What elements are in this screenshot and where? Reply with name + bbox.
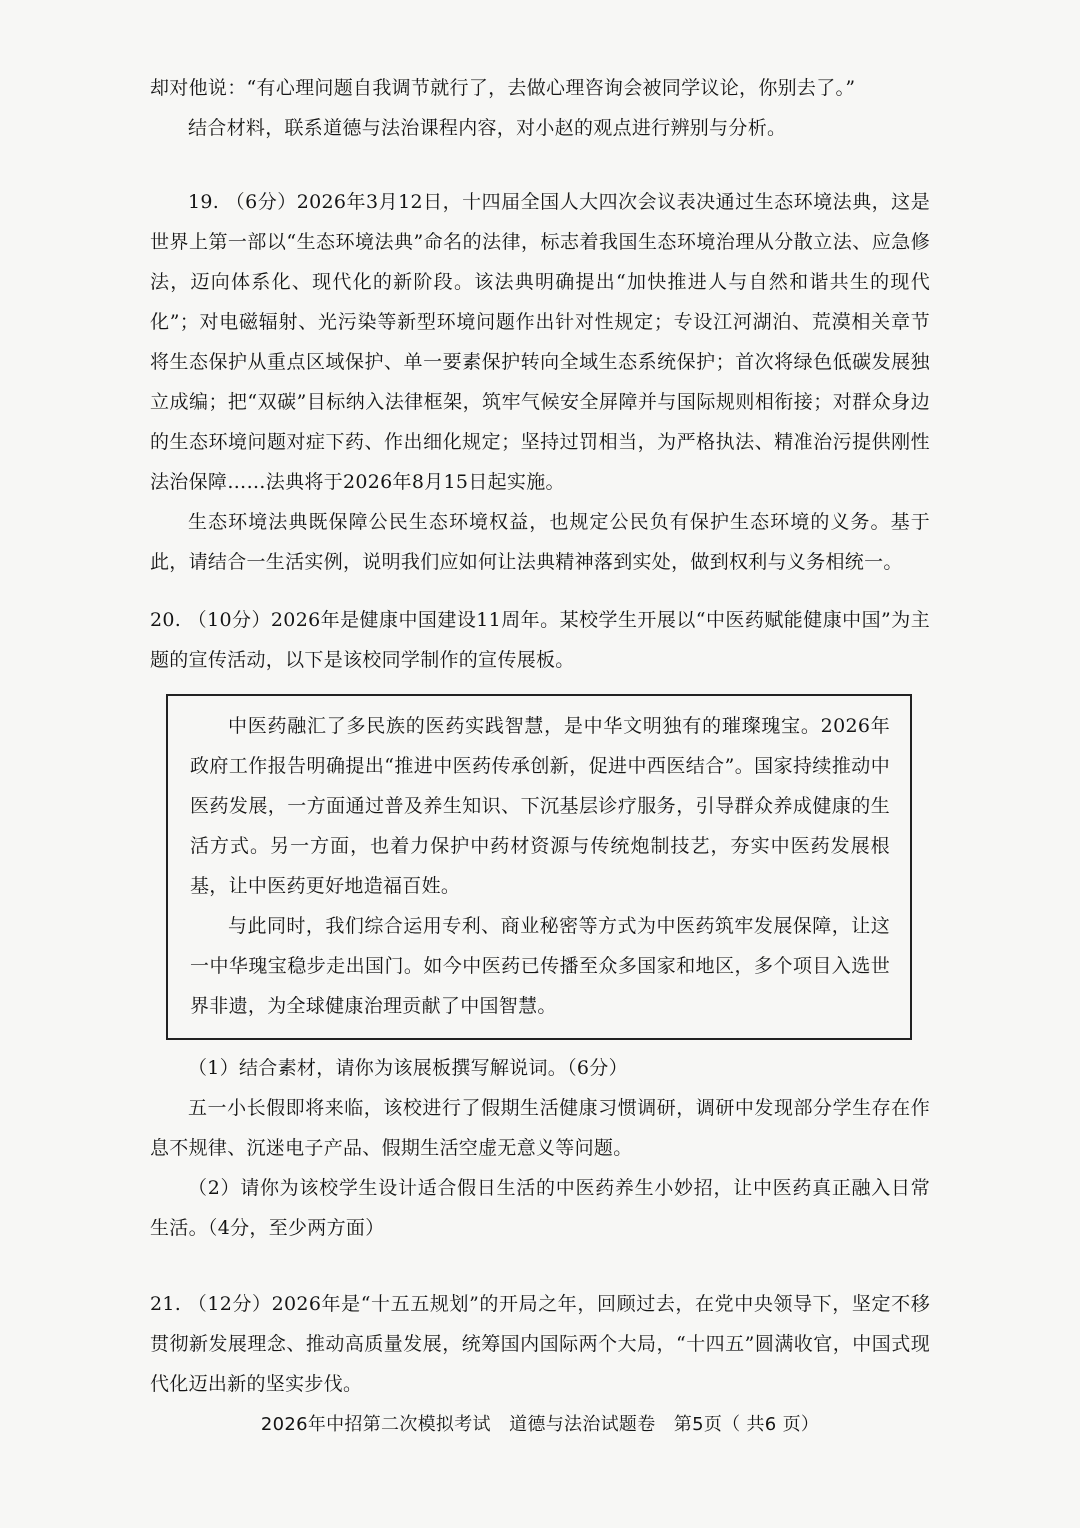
q21-stem: 21. （12分）2026年是“十五五规划”的开局之年，回顾过去，在党中央领导下，坚定不移贯彻新发展理念、推动高质量发展，统筹国内国际两个大局，“十四五”圆满收官，中国式现代化迈出新的坚实步伐。 xyxy=(150,1293,930,1395)
q19-stem: 19. （6分）2026年3月12日，十四届全国人大四次会议表决通过生态环境法典，这是世界上第一部以“生态环境法典”命名的法律，标志着我国生态环境治理从分散立法、应急修法，迈向体系化、现代化的新阶段。该法典明确提出“加快推进人与自然和谐共生的现代化”；对电磁辐射、光污染等新型环境问题作出针对性规定；专设江河湖泊、荒漠相关章节将生态保护从重点区域保护、单一要素保护转向全域生态系统保护；首次将绿色低碳发展独立成编；把“双碳”目标纳入法律框架，筑牢气候安全屏障并与国际规则相衔接；对群众身边的生态环境问题对症下药、作出细化规定；坚持过罚相当，为严格执法、精准治污提供刚性法治保障……法典将于2026年8月15日起实施。 xyxy=(150,191,930,493)
q20-context: 五一小长假即将来临，该校进行了假期生活健康习惯调研，调研中发现部分学生存在作息不规律、沉迷电子产品、假期生活空虚无意义等问题。 xyxy=(150,1097,930,1159)
q20-subquestion-1: （1）结合素材，请你为该展板撰写解说词。（6分） xyxy=(188,1057,628,1079)
display-board xyxy=(166,694,912,1040)
question-21 xyxy=(150,1284,930,1404)
question-19 xyxy=(150,182,930,582)
q20-subquestion-2: （2）请你为该校学生设计适合假日生活的中医药养生小妙招，让中医药真正融入日常生活。（4分，至少两方面） xyxy=(150,1177,930,1239)
q18-task: 结合材料，联系道德与法治课程内容，对小赵的观点进行辨别与分析。 xyxy=(188,117,787,139)
q19-task: 生态环境法典既保障公民生态环境权益，也规定公民负有保护生态环境的义务。基于此，请结合一生活实例，说明我们应如何让法典精神落到实处，做到权利与义务相统一。 xyxy=(150,511,930,573)
q20-stem: 20. （10分）2026年是健康中国建设11周年。某校学生开展以“中医药赋能健康中国”为主题的宣传活动，以下是该校同学制作的宣传展板。 xyxy=(150,609,930,671)
board-paragraph-1: 中医药融汇了多民族的医药实践智慧，是中华文明独有的璀璨瑰宝。2026年政府工作报告明确提出“推进中医药传承创新，促进中西医结合”。国家持续推动中医药发展，一方面通过普及养生知识、下沉基层诊疗服务，引导群众养成健康的生活方式。另一方面，也着力保护中药材资源与传统炮制技艺，夯实中医药发展根基，让中医药更好地造福百姓。 xyxy=(190,715,890,897)
question-20 xyxy=(150,600,930,1248)
previous-question-tail: 却对他说：“有心理问题自我调节就行了，去做心理咨询会被同学议论，你别去了。” xyxy=(150,77,856,99)
exam-page xyxy=(150,68,930,1404)
page-footer: 2026年中招第二次模拟考试 道德与法治试题卷 第5页（ 共6 页） xyxy=(260,1414,820,1435)
board-paragraph-2: 与此同时，我们综合运用专利、商业秘密等方式为中医药筑牢发展保障，让这一中华瑰宝稳步走出国门。如今中医药已传播至众多国家和地区，多个项目入选世界非遗，为全球健康治理贡献了中国智慧。 xyxy=(190,915,890,1017)
